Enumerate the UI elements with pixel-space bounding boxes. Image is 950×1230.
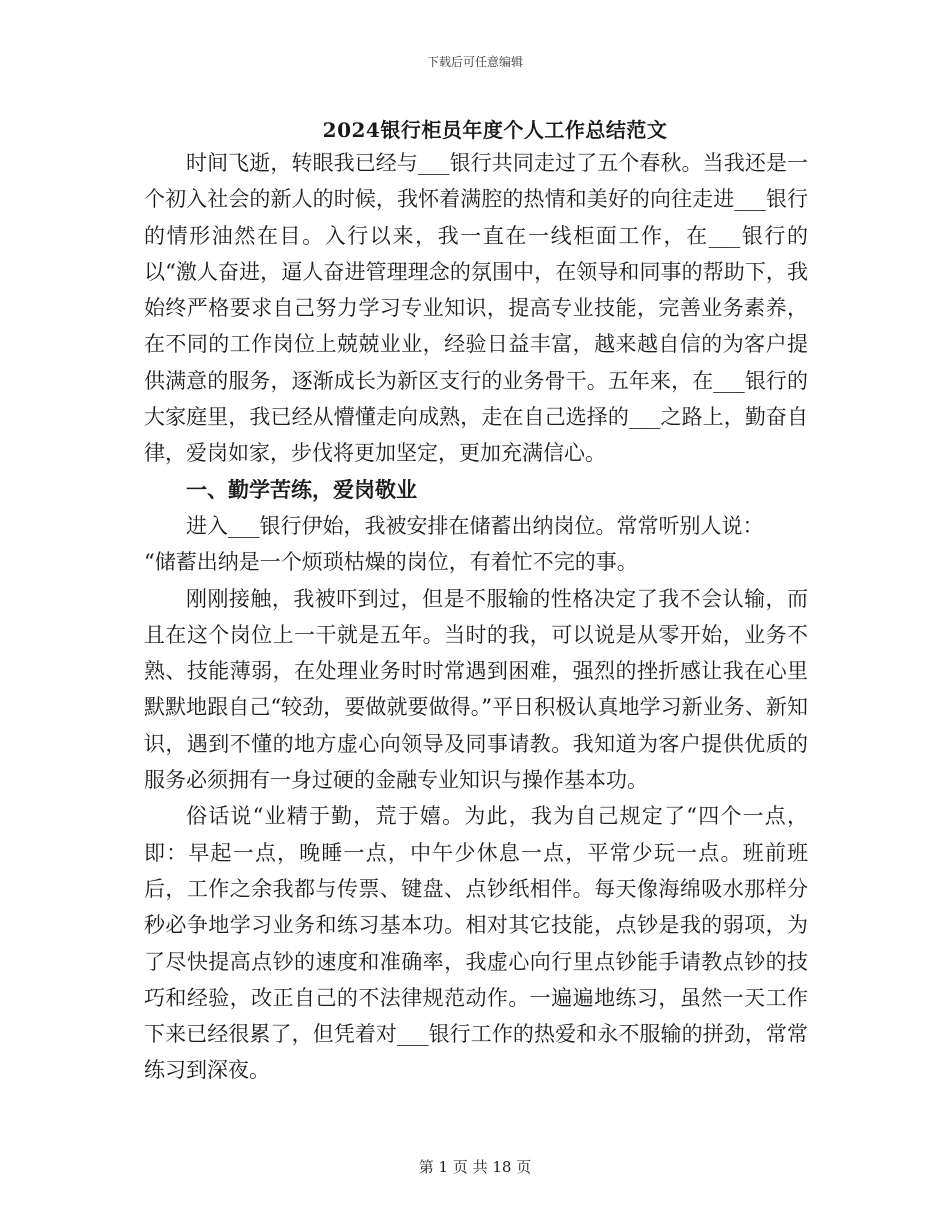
header-note: 下载后可任意编辑 — [426, 55, 523, 69]
paragraph-intro: 时间飞逝，转眼我已经与___银行共同走过了五个春秋。当我还是一个初入社会的新人的时候，我怀着满腔的热情和美好的向往走进___银行的情形油然在目。入行以来，我一直在一线柜面工作，在___银行的以“激人奋进，逼人奋进管理理念的氛围中，在领导和同事的帮助下，我始终严格要求自己努力学习专业知识，提高专业技能，完善业务素养，在不同的工作岗位上兢兢业业，经验日益丰富，越来越自信的为客户提供满意的服务，逐渐成长为新区支行的业务骨干。五年来，在___银行的大家庭里，我已经从懵懂走向成熟，走在自己选择的___之路上，勤奋自律，爱岗如家，步伐将更加坚定，更加充满信心。 — [144, 151, 808, 466]
document-title: 2024银行柜员年度个人工作总结范文 — [322, 118, 668, 142]
paragraph-section1-quote: “储蓄出纳是一个烦琐枯燥的岗位，有着忙不完的事。 — [144, 550, 638, 575]
document-body — [144, 145, 808, 1089]
section-heading-1: 一、勤学苦练，爱岗敬业 — [186, 476, 417, 502]
paragraph-section1-b: 刚刚接触，我被吓到过，但是不服输的性格决定了我不会认输，而且在这个岗位上一干就是五年。当时的我，可以说是从零开始，业务不熟、技能薄弱，在处理业务时时常遇到困难，强烈的挫折感让我在心里默默地跟自己“较劲，要做就要做得。”平日积极认真地学习新业务、新知识，遇到不懂的地方虚心向领导及同事请教。我知道为客户提供优质的服务必须拥有一身过硬的金融专业知识与操作基本功。 — [144, 586, 808, 793]
paragraph-section1-a: 进入___银行伊始，我被安排在储蓄出纳岗位。常常听别人说： — [186, 513, 764, 538]
page-footer: 第 1 页 共 18 页 — [418, 1158, 532, 1176]
paragraph-section1-c: 俗话说“业精于勤，荒于嬉。为此，我为自己规定了“四个一点，即：早起一点，晚睡一点，中午少休息一点，平常少玩一点。班前班后，工作之余我都与传票、键盘、点钞纸相伴。每天像海绵吸水那样分秒必争地学习业务和练习基本功。相对其它技能，点钞是我的弱项，为了尽快提高点钞的速度和准确率，我虚心向行里点钞能手请教点钞的技巧和经验，改正自己的不法律规范动作。一遍遍地练习，虽然一天工作下来已经很累了，但凭着对___银行工作的热爱和永不服输的拼劲，常常练习到深夜。 — [144, 804, 808, 1083]
